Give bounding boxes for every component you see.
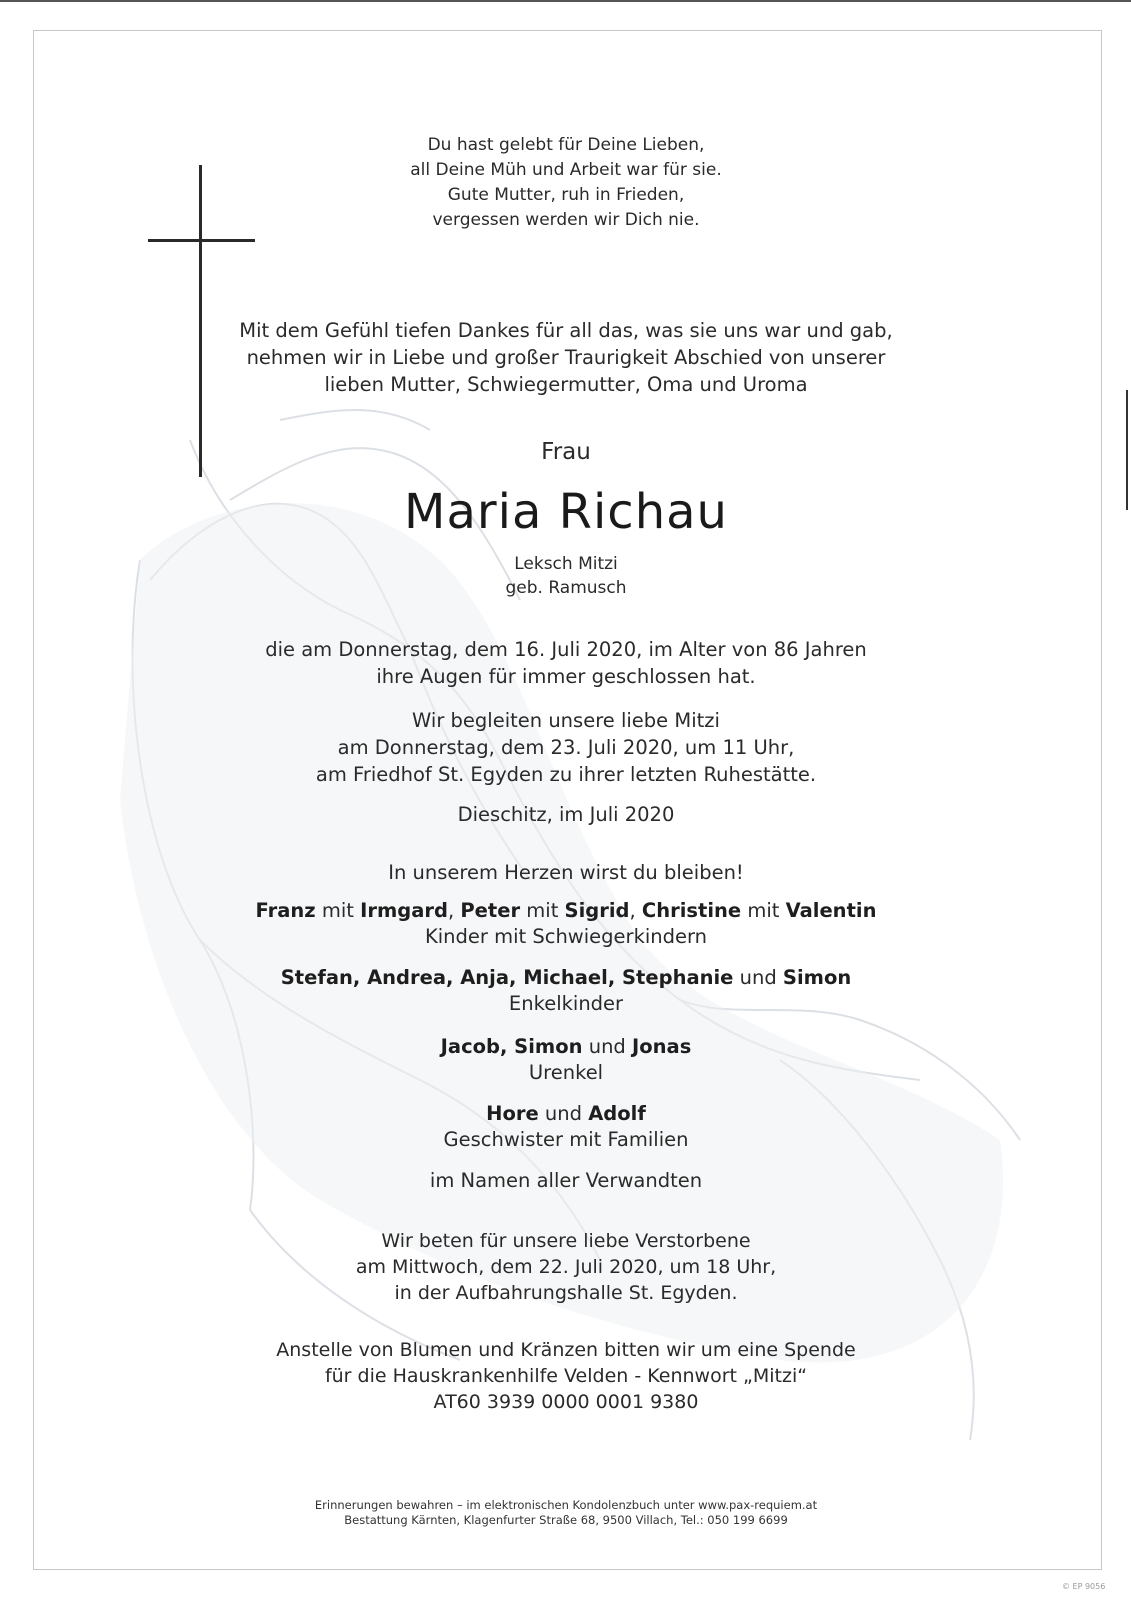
family-name: Simon: [782, 966, 852, 989]
footer-line: Erinnerungen bewahren – im elektronischen Kondolenzbuch unter www.pax-requiem.at: [314, 1498, 818, 1512]
cross-horizontal-bar: [148, 239, 255, 242]
poem-line: Du hast gelebt für Deine Lieben,: [427, 135, 705, 155]
family-siblings: [120, 1101, 1012, 1153]
poem-line: vergessen werden wir Dich nie.: [432, 210, 700, 230]
family-name: Valentin: [785, 899, 877, 922]
donation-iban: AT60 3939 0000 0001 9380: [433, 1391, 699, 1413]
family-name: Franz: [255, 899, 316, 922]
deceased-birth-name: geb. Ramusch: [505, 578, 627, 598]
deceased-nickname: Leksch Mitzi: [514, 554, 618, 574]
template-code: © EP 9056: [1062, 1582, 1106, 1591]
family-role: Enkelkinder: [508, 992, 624, 1015]
connector: mit: [315, 899, 361, 922]
funeral-line: Wir begleiten unsere liebe Mitzi: [412, 709, 720, 732]
top-border-line: [0, 0, 1131, 2]
place-date: Dieschitz, im Juli 2020: [457, 803, 675, 826]
funeral-line: am Donnerstag, dem 23. Juli 2020, um 11 Uhr,: [337, 736, 795, 759]
poem: [120, 133, 1012, 233]
family-names: [120, 1034, 1012, 1060]
family-grandchildren: [120, 965, 1012, 1017]
family-name: Stefan, Andrea, Anja, Michael, Stephanie: [280, 966, 734, 989]
intro-line: Mit dem Gefühl tiefen Dankes für all das, was sie uns war und gab,: [239, 319, 893, 342]
family-name: Hore: [486, 1102, 539, 1125]
intro-text: [120, 317, 1012, 398]
family-role: Geschwister mit Familien: [443, 1128, 689, 1151]
family-children: [120, 898, 1012, 950]
family-name: Irmgard: [360, 899, 448, 922]
family-name: Jonas: [632, 1035, 692, 1058]
family-names: [120, 898, 1012, 924]
prayer-info: [120, 1228, 1012, 1306]
separator: ,: [447, 899, 461, 922]
family-name: Christine: [641, 899, 742, 922]
connector: und: [733, 966, 783, 989]
connector: und: [582, 1035, 633, 1058]
family-name: Sigrid: [564, 899, 630, 922]
motto: In unserem Herzen wirst du bleiben!: [388, 861, 744, 884]
death-notice-line: die am Donnerstag, dem 16. Juli 2020, im Alter von 86 Jahren: [265, 638, 867, 661]
separator: ,: [629, 899, 642, 922]
family-great-grandchildren: [120, 1034, 1012, 1086]
prayer-line: in der Aufbahrungshalle St. Egyden.: [394, 1282, 738, 1304]
poem-line: Gute Mutter, ruh in Frieden,: [447, 185, 685, 205]
footer: [120, 1498, 1012, 1528]
death-notice-line: ihre Augen für immer geschlossen hat.: [376, 665, 756, 688]
family-role: Kinder mit Schwiegerkindern: [424, 925, 708, 948]
intro-line: nehmen wir in Liebe und großer Traurigkeit Abschied von unserer: [246, 346, 886, 369]
footer-line: Bestattung Kärnten, Klagenfurter Straße 68, 9500 Villach, Tel.: 050 199 6699: [344, 1513, 788, 1527]
connector: mit: [741, 899, 786, 922]
family-name: Peter: [460, 899, 521, 922]
family-name: Adolf: [588, 1102, 646, 1125]
family-role: Urenkel: [528, 1061, 604, 1084]
donation-line: Anstelle von Blumen und Kränzen bitten wir um eine Spende: [276, 1339, 856, 1361]
donation-info: [120, 1337, 1012, 1415]
family-name: Jacob, Simon: [440, 1035, 583, 1058]
intro-line: lieben Mutter, Schwiegermutter, Oma und Uroma: [324, 373, 808, 396]
funeral-line: am Friedhof St. Egyden zu ihrer letzten Ruhestätte.: [315, 763, 817, 786]
family-relatives: im Namen aller Verwandten: [429, 1169, 703, 1192]
deceased-name: Maria Richau: [404, 484, 728, 540]
family-names: [120, 965, 1012, 991]
donation-line: für die Hauskrankenhilfe Velden - Kennwort „Mitzi“: [324, 1365, 808, 1387]
scan-edge-mark: [1126, 390, 1128, 510]
connector: mit: [520, 899, 565, 922]
poem-line: all Deine Müh und Arbeit war für sie.: [410, 160, 722, 180]
connector: und: [538, 1102, 589, 1125]
prayer-line: am Mittwoch, dem 22. Juli 2020, um 18 Uhr,: [355, 1256, 777, 1278]
prayer-line: Wir beten für unsere liebe Verstorbene: [381, 1230, 751, 1252]
death-notice: [120, 636, 1012, 690]
deceased-aliases: [120, 552, 1012, 600]
deceased-title: Frau: [541, 439, 591, 465]
family-names: [120, 1101, 1012, 1127]
funeral-info: [120, 707, 1012, 788]
